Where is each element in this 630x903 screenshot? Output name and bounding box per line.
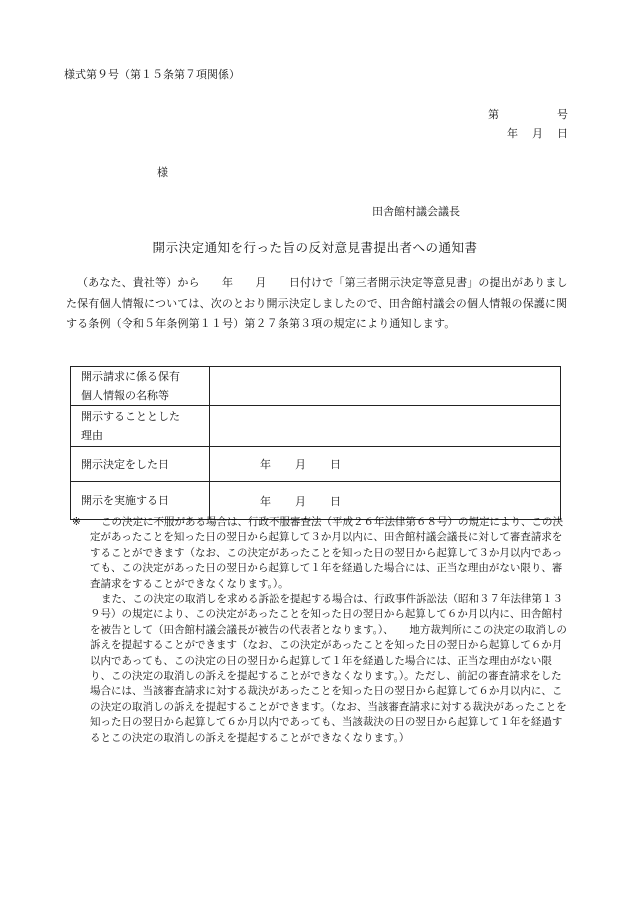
year-label: 年 bbox=[260, 494, 271, 508]
row-label bbox=[71, 406, 210, 447]
table-row bbox=[71, 482, 561, 520]
row-label: 開示決定をした日 bbox=[71, 447, 210, 482]
label-line: 開示することとした bbox=[81, 410, 180, 423]
notes-section bbox=[66, 515, 572, 746]
date-fields bbox=[210, 493, 560, 509]
document-date bbox=[507, 125, 568, 141]
row-label: 開示を実施する日 bbox=[71, 482, 210, 520]
table-row bbox=[71, 406, 561, 447]
doc-no-suffix: 号 bbox=[557, 108, 568, 121]
document-number bbox=[488, 106, 568, 122]
row-value bbox=[210, 367, 561, 406]
date-month: 月 bbox=[532, 127, 543, 140]
sender: 田舎館村議会議長 bbox=[372, 205, 460, 218]
row-label bbox=[71, 367, 210, 406]
row-value bbox=[210, 482, 561, 520]
note-mark: ※ bbox=[72, 516, 81, 528]
note-paragraph-1: この決定に不服がある場合は、行政不服審査法（平成２６年法律第６８号）の規定により、この決定があったことを知った日の翌日から起算して３か月以内に、田舎館村議会議長に対して審査請求をすることができます（なお、この決定があったことを知った日の翌日から起算して３か月以内であっても、この決定があった日の翌日から起算して１年を経過した場合には、正当な理由がない限り、審査請求をすることができなくなります。）。 bbox=[90, 516, 563, 590]
day-label: 日 bbox=[330, 458, 341, 471]
date-fields bbox=[210, 456, 560, 472]
date-year: 年 bbox=[507, 127, 518, 140]
doc-no-label: 第 bbox=[488, 108, 499, 121]
document-title: 開示決定通知を行った旨の反対意見書提出者への通知書 bbox=[152, 240, 478, 255]
note-block bbox=[66, 515, 572, 746]
month-label: 月 bbox=[295, 494, 306, 508]
table-row bbox=[71, 367, 561, 406]
label-line: 個人情報の名称等 bbox=[81, 389, 169, 402]
date-day: 日 bbox=[557, 127, 568, 140]
info-table bbox=[70, 366, 561, 520]
label-line: 開示請求に係る保有 bbox=[81, 370, 180, 383]
month-label: 月 bbox=[295, 458, 306, 471]
row-value bbox=[210, 447, 561, 482]
body-paragraph: （あなた、貴社等）から 年 月 日付けで「第三者開示決定等意見書」の提出がありました保有個人情報については、次のとおり開示決定しましたので、田舎館村議会の個人情報の保護に関する条例（令和５年条例第１１号）第２７条第３項の規定により通知します。 bbox=[66, 276, 568, 330]
addressee: 様 bbox=[157, 166, 168, 179]
body-text bbox=[66, 273, 570, 335]
note-paragraph-2: また、この決定の取消しを求める訴訟を提起する場合は、行政事件訴訟法（昭和３７年法律第１３９号）の規定により、この決定があったことを知った日の翌日から起算して６か月以内に、田舎館村を被告として（田舎館村議会議長が被告の代表者となります。）、 地方裁判所にこの決定の取消しの訴えを提起することができます（なお、この決定があったことを知った日の翌日から起算して６か月以内であっても、この決定の日の翌日から起算して１年を経過した場合には、正当な理由がない限り、この決定の取消しの訴えを提起することができなくなります。）。ただし、前記の審査請求をした場合には、当該審査請求に対する裁決があったことを知った日の翌日から起算して６か月以内に、この決定の取消しの訴えを提起することができます。（なお、当該審査請求に対する裁決があったことを知った日の翌日から起算して６か月以内であっても、当該裁決の日の翌日から起算して１年を経過するとこの決定の取消しの訴えを提起することができなくなります。） bbox=[90, 593, 567, 744]
day-label: 日 bbox=[330, 494, 341, 508]
label-line: 理由 bbox=[81, 429, 103, 442]
table-row bbox=[71, 447, 561, 482]
year-label: 年 bbox=[260, 458, 271, 471]
row-value bbox=[210, 406, 561, 447]
form-number: 様式第９号（第１５条第７項関係） bbox=[64, 68, 240, 81]
